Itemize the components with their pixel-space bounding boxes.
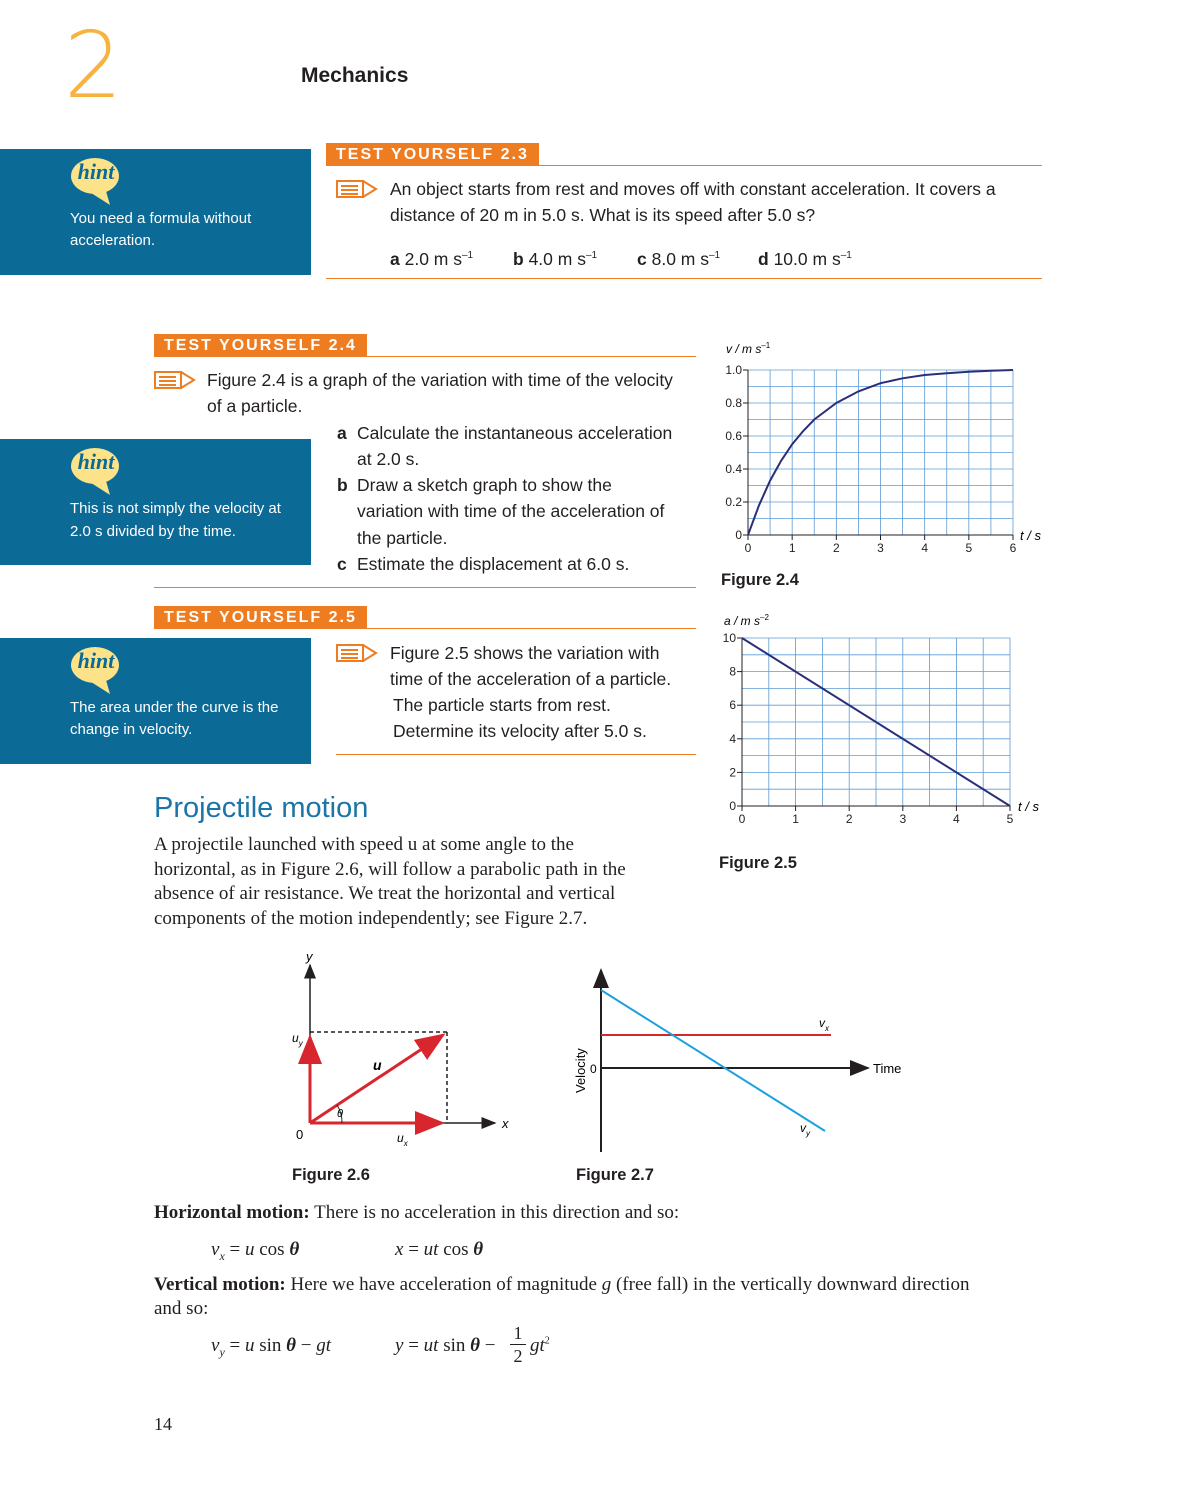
vy-line (601, 990, 825, 1131)
question-text: Figure 2.4 is a graph of the variation with time of the velocity (207, 370, 673, 390)
y-tick-label: 4 (729, 731, 736, 746)
x-axis-label: Time (873, 1061, 902, 1076)
answer-option-c: c 8.0 m $s^{-1}$ (637, 248, 721, 269)
part-text: variation with time of the acceleration of (357, 501, 665, 521)
y-axis-label: v / m $s^{-1}$ (726, 341, 771, 356)
x-tick-label: 6 (1009, 541, 1017, 555)
question-text: of a particle. (207, 396, 303, 416)
x-axis-label: x (502, 1116, 509, 1131)
question-text: Determine its velocity after 5.0 s. (393, 721, 647, 741)
equation-vx: $v_x = u$ cos θ (211, 1239, 300, 1263)
question-arrow-icon (336, 642, 378, 664)
x-axis-label: t / s (1020, 528, 1041, 543)
question-text: time of the acceleration of a particle. (390, 669, 672, 689)
vertical-motion-text: and so: (154, 1298, 209, 1319)
part-text: the particle. (357, 528, 448, 548)
x-tick-label: 0 (738, 812, 746, 826)
chapter-number: 2 (64, 12, 123, 119)
y-axis-label: Velocity (573, 1048, 588, 1093)
paragraph-line: horizontal, as in Figure 2.6, will follow a parabolic path in the (154, 858, 626, 880)
answer-option-d: d 10.0 m $s^{-1}$ (758, 248, 852, 269)
question-text: distance of 20 m in 5.0 s. What is its speed after 5.0 s? (390, 205, 816, 225)
vertical-motion-text: Vertical motion: Here we have acceleration of magnitude g (free fall) in the vertically downward direction (154, 1274, 970, 1295)
divider (326, 165, 1042, 166)
x-tick-label: 5 (1006, 812, 1014, 826)
part-text: at 2.0 s. (357, 449, 420, 469)
answer-option-b: b 4.0 m $s^{-1}$ (513, 248, 598, 269)
divider (326, 278, 1042, 279)
hint-text-line: The area under the curve is the (70, 699, 279, 716)
divider (154, 356, 696, 357)
y-axis-label: a / m $s^{-2}$ (724, 613, 769, 628)
figure-caption: Figure 2.4 (721, 571, 799, 589)
y-tick-label: 0.8 (725, 396, 742, 410)
u-label: u (373, 1057, 382, 1073)
x-tick-label: 4 (921, 541, 929, 555)
part-letter: c (337, 554, 347, 574)
question-text: An object starts from rest and moves off with constant acceleration. It covers a (390, 179, 996, 199)
y-tick-label: 6 (729, 698, 736, 713)
page-number: 14 (154, 1414, 172, 1434)
y-tick-label: 0.6 (725, 429, 742, 443)
y-tick-label: 0 (729, 799, 736, 813)
hint-text-line: change in velocity. (70, 721, 193, 738)
paragraph-line: A projectile launched with speed u at some angle to the (154, 834, 574, 855)
test-yourself-heading: TEST YOURSELF 2.3 (326, 143, 539, 166)
section-paragraph (154, 833, 694, 931)
test-yourself-heading: TEST YOURSELF 2.4 (154, 334, 367, 357)
hint-text-line: 2.0 s divided by the time. (70, 523, 236, 540)
divider (336, 754, 696, 755)
paragraph-line: components of the motion independently; see Figure 2.7. (154, 907, 588, 929)
chart-ticks (725, 363, 1016, 555)
u-vector (310, 1035, 443, 1123)
y-tick-label: 1.0 (725, 363, 742, 377)
hint-text-line: This is not simply the velocity at (70, 500, 281, 517)
x-axis-label: t / s (1018, 799, 1039, 814)
horizontal-motion-text: Horizontal motion: There is no acceleration in this direction and so: (154, 1202, 680, 1223)
part-letter: a (337, 423, 347, 443)
x-tick-label: 1 (788, 541, 796, 555)
hint-label: hint (77, 648, 115, 673)
figure-2-6-diagram (280, 945, 520, 1155)
hint-box (0, 638, 311, 764)
y-tick-label: 0.4 (725, 462, 742, 476)
uy-label: $u_y$ (292, 1031, 303, 1048)
x-tick-label: 3 (899, 812, 907, 826)
chart-ticks (723, 631, 1014, 826)
hint-text-line: You need a formula without (70, 210, 252, 227)
figure-caption: Figure 2.5 (719, 854, 797, 872)
y-tick-label: 0.2 (725, 495, 742, 509)
x-tick-label: 4 (953, 812, 960, 826)
figure-2-7-diagram (565, 960, 925, 1155)
y-tick-label: 0 (735, 528, 742, 542)
hint-box (0, 149, 311, 275)
hint-label: hint (77, 159, 115, 184)
origin-label: 0 (590, 1062, 597, 1076)
test-yourself-heading: TEST YOURSELF 2.5 (154, 606, 367, 629)
y-tick-label: 8 (729, 664, 736, 679)
hint-text-line: acceleration. (70, 232, 156, 249)
y-tick-label: 10 (722, 631, 736, 645)
ux-label: $u_x$ (397, 1131, 408, 1148)
section-title: Projectile motion (154, 792, 369, 824)
part-text: Estimate the displacement at 6.0 s. (357, 554, 630, 574)
hint-box (0, 439, 311, 565)
part-letter: b (337, 475, 348, 495)
equation-vy: $v_y = u$ sin θ − gt (211, 1335, 332, 1359)
theta-label: θ (337, 1108, 343, 1120)
x-tick-label: 2 (845, 812, 853, 826)
x-tick-label: 3 (877, 541, 884, 555)
equation-y: y = ut sin θ − (395, 1335, 496, 1356)
origin-label: 0 (296, 1127, 304, 1142)
paragraph-line: absence of air resistance. We treat the horizontal and vertical (154, 883, 616, 904)
question-arrow-icon (336, 178, 378, 200)
x-tick-label: 2 (832, 541, 840, 555)
divider (154, 628, 696, 629)
hint-label: hint (77, 449, 115, 474)
figure-caption: Figure 2.6 (292, 1166, 370, 1184)
equation-gt2: $gt^2$ (530, 1335, 550, 1356)
question-text: The particle starts from rest. (393, 695, 611, 715)
fraction-half: 1 2 (510, 1322, 526, 1367)
y-axis-label: y (306, 949, 313, 964)
vx-label: $v_x$ (819, 1016, 829, 1033)
question-arrow-icon (154, 369, 196, 391)
vy-label: $v_y$ (800, 1121, 810, 1138)
x-tick-label: 1 (792, 812, 799, 826)
question-text: Figure 2.5 shows the variation with (390, 643, 660, 663)
figure-2-5-chart (700, 606, 1060, 831)
divider (154, 587, 696, 588)
chapter-title: Mechanics (301, 64, 409, 87)
part-text: Calculate the instantaneous acceleration (357, 423, 673, 443)
equation-x: x = ut cos θ (395, 1239, 484, 1260)
x-tick-label: 5 (965, 541, 973, 555)
y-tick-label: 2 (729, 765, 736, 780)
figure-2-4-chart (700, 335, 1060, 560)
part-text: Draw a sketch graph to show the (357, 475, 612, 495)
figure-caption: Figure 2.7 (576, 1166, 654, 1184)
x-tick-label: 0 (744, 541, 752, 555)
answer-option-a: a 2.0 m $s^{-1}$ (390, 248, 474, 269)
